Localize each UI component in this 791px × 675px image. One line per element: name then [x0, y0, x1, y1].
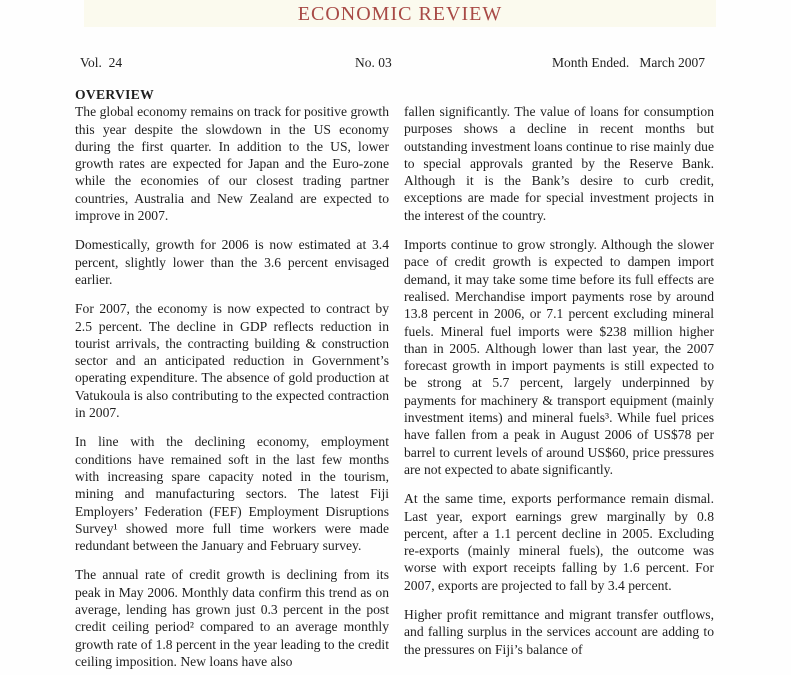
month-ended-label: Month Ended. March 2007 [552, 55, 705, 70]
right-column [404, 86, 714, 658]
masthead-banner [84, 0, 716, 27]
paragraph-domestic-growth: Domestically, growth for 2006 is now estimated at 3.4 percent, slightly lower than the 3.6 percent envisaged earlier. [75, 237, 389, 287]
paragraph-exports: At the same time, exports performance remain dismal. Last year, export earnings grew marginally by 0.8 percent, after a 1.1 percent decline in 2005. Excluding re-exports (mainly mineral fuels), the outcome was worse with export receipts falling by 1.6 percent. For 2007, exports are projected to fall by 3.4 percent. [404, 491, 714, 593]
paragraph-credit-growth: The annual rate of credit growth is declining from its peak in May 2006. Monthly data confirm this trend as on average, lending has grown just 0.3 percent in the post credit ceiling period² compared to an average monthly growth rate of 1.8 percent in the year leading to the credit ceiling imposition. New loans have also [75, 567, 389, 669]
overview-heading: OVERVIEW [75, 87, 154, 102]
paragraph-global-economy: The global economy remains on track for positive growth this year despite the slowdown in the US economy during the first quarter. In addition to the US, lower growth rates are expected for Japan and the Euro-zone while the economies of our closest trading partner countries, Australia and New Zealand are expected to improve in 2007. [75, 104, 389, 224]
paragraph-imports: Imports continue to grow strongly. Although the slower pace of credit growth is expected to dampen import demand, it may take some time before its full effects are realised. Merchandise import payments rose by around 13.8 percent in 2006, or 7.1 percent excluding mineral fuels. Mineral fuel imports were $238 million higher than in 2005. Although lower than last year, the 2007 forecast growth in import payments is still expected to be strong at 5.7 percent, largely underpinned by payments for machinery & transport equipment (mainly investment items) and mineral fuels³. While fuel prices have fallen from a peak in August 2006 of US$78 per barrel to current levels of around US$60, price pressures are not expected to abate significantly. [404, 237, 714, 477]
paragraph-employment: In line with the declining economy, employment conditions have remained soft in the last few months with increasing spare capacity noted in the tourism, mining and manufacturing sectors. The latest Fiji Employers’ Federation (FEF) Employment Disruptions Survey¹ showed more full time workers were made redundant between the January and February survey. [75, 434, 389, 554]
issue-info-line [0, 55, 791, 73]
paragraph-loans: fallen significantly. The value of loans for consumption purposes shows a decline in recent months but outstanding investment loans continue to rise mainly due to special approvals granted by the Reserve Bank. Although it is the Bank’s desire to curb credit, exceptions are made for special investment projects in the interest of the country. [404, 104, 714, 223]
issue-number-label: No. 03 [355, 55, 392, 70]
publication-title: ECONOMIC REVIEW [297, 3, 503, 25]
paragraph-remittance: Higher profit remittance and migrant transfer outflows, and falling surplus in the services account are adding to the pressures on Fiji’s balance of [404, 607, 714, 657]
left-column [75, 86, 389, 670]
volume-label: Vol. 24 [80, 55, 123, 70]
paragraph-2007-contraction: For 2007, the economy is now expected to contract by 2.5 percent. The decline in GDP reflects reduction in tourist arrivals, the contracting building & construction sector and an anticipated reduction in Government’s operating expenditure. The absence of gold production at Vatukoula is also contributing to the expected contraction in 2007. [75, 301, 389, 421]
